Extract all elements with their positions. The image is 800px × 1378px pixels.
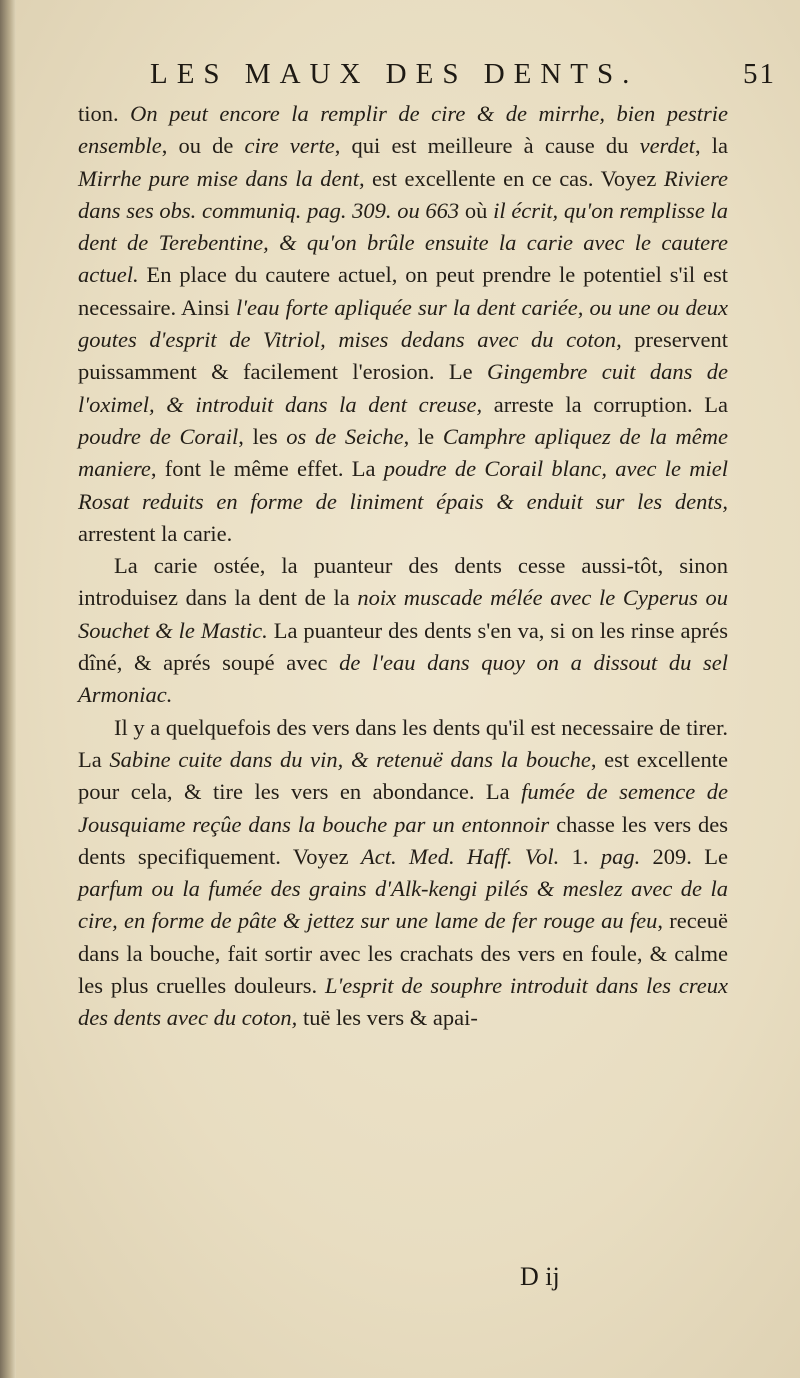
roman-text: Il y a quelquefois des vers dans les dents qu'il est necessaire de tirer. La — [78, 714, 728, 772]
roman-text: , receuë dans la bouche, fait sortir avec les crachats des vers en foule, & calme les plus cruelles douleurs. — [78, 908, 728, 999]
roman-text: La puanteur des dents s'en va, si on les rinse aprés dîné, & aprés soupé avec — [78, 617, 728, 676]
italic-text: de l'eau dans quoy on a dissout du sel Armoniac. — [78, 650, 728, 708]
italic-text: Riviere dans ses obs. communiq. pag. 309. ou 663 — [78, 165, 728, 223]
binding-gutter — [0, 0, 16, 1378]
roman-text: , est excellente pour cela, & tire les vers en abondance. La — [78, 746, 728, 805]
italic-text: Gingembre cuit dans de l'oximel, & introduit dans la dent creuse, — [78, 359, 728, 417]
roman-text: où — [459, 197, 494, 223]
italic-text: Camphre apliquez de la même maniere — [78, 423, 728, 482]
roman-text: arrestent la carie. — [78, 520, 233, 546]
italic-text: Act. Med. Haff. Vol. — [361, 843, 560, 869]
italic-text: Mirrhe pure mise dans la dent, — [78, 165, 365, 191]
roman-text: La carie ostée, la puanteur des dents cesse aussi-tôt, sinon introduisez dans la dent de la — [78, 553, 728, 611]
roman-text: , les — [238, 423, 287, 449]
italic-text: os de Seiche — [286, 423, 404, 449]
roman-text: , qui est meilleure à cause du — [334, 133, 640, 159]
roman-text: , font le même effet. La — [150, 456, 384, 482]
italic-text: L'esprit de souphre introduit dans les creux des dents avec du coton, — [78, 973, 728, 1031]
signature-mark: D ij — [520, 1262, 560, 1291]
roman-text: tuë les vers & apai- — [297, 1005, 478, 1031]
italic-text: l'eau forte apliquée sur la dent cariée, ou une ou deux goutes d'esprit de Vitriol, mises dedans avec du coton, — [78, 294, 728, 353]
roman-text: , la — [694, 133, 728, 159]
roman-text: arreste la corruption. La — [482, 391, 728, 417]
italic-text: poudre de Corail blanc, avec le miel Rosat reduits en forme de liniment épais & enduit sur les dents, — [78, 456, 728, 514]
italic-text: parfum ou la fumée des grains d'Alk-kengi pilés & meslez avec de la cire, en forme de pâte & jettez sur une lame de fer rouge au feu — [78, 876, 728, 934]
running-title: LES MAUX DES DENTS. — [150, 58, 639, 90]
roman-text: est excellente en ce cas. Voyez — [364, 165, 664, 191]
roman-text: , ou de — [161, 133, 245, 159]
italic-text: On peut encore la remplir de cire & de mirrhe, bien pestrie ensemble — [78, 101, 728, 159]
italic-text: poudre de Corail — [78, 423, 239, 449]
roman-text: chasse les vers des dents specifiquement. Voyez — [78, 811, 729, 869]
roman-text: En place du cautere actuel, on peut prendre le potentiel s'il est necessaire. Ainsi — [78, 262, 728, 320]
paragraph — [78, 98, 728, 550]
roman-text: 1. — [559, 843, 601, 869]
paragraph — [78, 550, 728, 711]
italic-text: pag. — [600, 843, 641, 869]
body-text — [78, 98, 728, 1035]
paragraph — [78, 712, 728, 1035]
page-number: 51 — [743, 58, 776, 90]
italic-text: il écrit, qu'on remplisse la dent de Terebentine, & qu'on brûle ensuite la carie avec le cautere actuel. — [78, 197, 729, 288]
roman-text: 209. Le — [640, 843, 728, 869]
running-header — [150, 58, 790, 91]
italic-text: Sabine cuite dans du vin, & retenuë dans la bouche — [109, 746, 591, 772]
italic-text: fumée de semence de Jousquiame reçûe dans la bouche par un entonnoir — [78, 779, 728, 837]
italic-text: noix muscade mélée avec le Cyperus ou Souchet & le Mastic. — [78, 585, 728, 643]
italic-text: verdet — [639, 133, 695, 159]
roman-text: , le — [403, 423, 443, 449]
roman-text: preservent puissamment & facilement l'erosion. Le — [78, 327, 729, 385]
italic-text: cire verte — [244, 133, 335, 159]
roman-text: tion. — [78, 101, 131, 126]
